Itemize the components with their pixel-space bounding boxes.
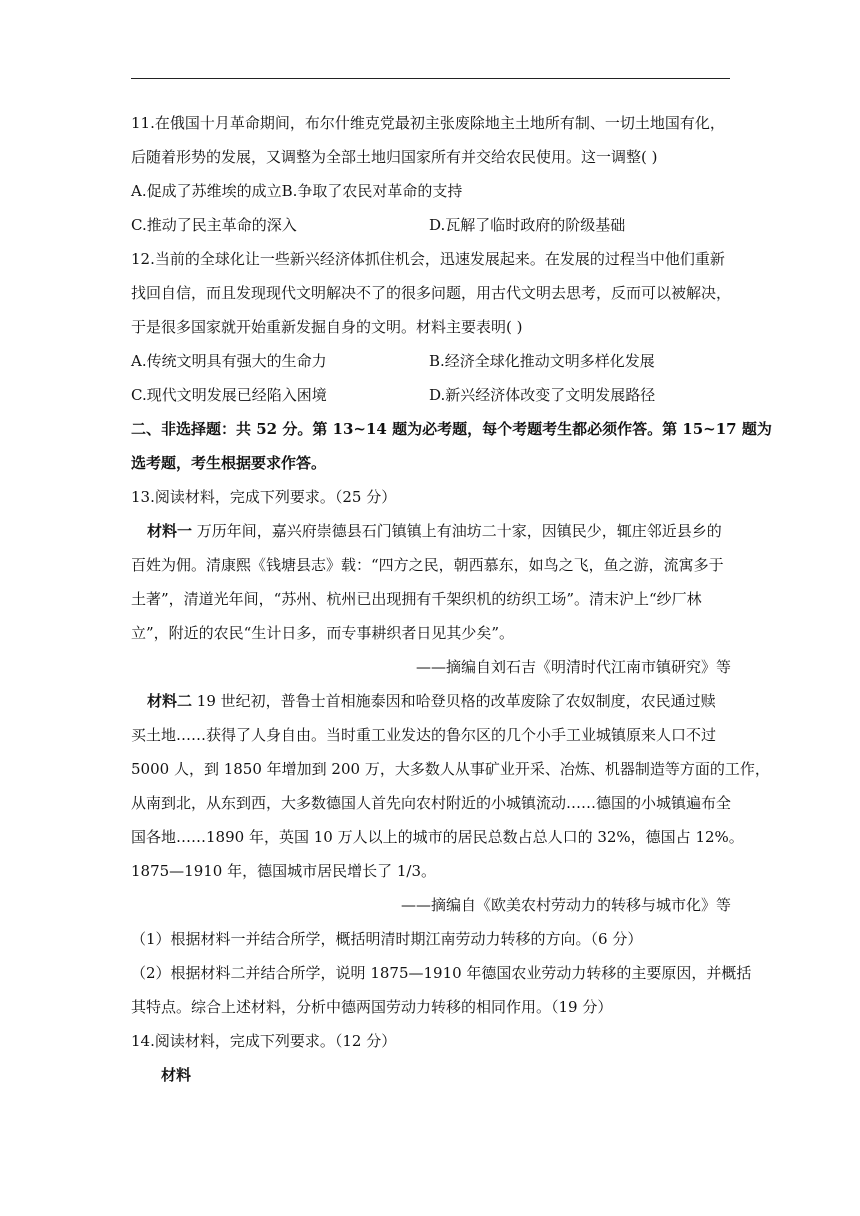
q13-m1-line-4: 立”，附近的农民“生计日多，而专事耕织者日见其少矣”。 bbox=[131, 624, 515, 642]
section-2-line-1: 二、非选择题：共 52 分。第 13~14 题为必考题，每个考题考生都必须作答。第 15~17 题为 bbox=[131, 420, 772, 438]
q14-heading: 14.阅读材料，完成下列要求。（12 分） bbox=[131, 1032, 397, 1050]
q11-option-a: A.促成了苏维埃的成立 bbox=[131, 182, 282, 200]
q13-m2-line-4: 从南到北，从东到西，大多数德国人首先向农村附近的小城镇流动……德国的小城镇遍布全 bbox=[131, 794, 732, 812]
q12-option-b: B.经济全球化推动文明多样化发展 bbox=[429, 352, 655, 370]
q13-m1-label: 材料一 bbox=[147, 522, 193, 540]
q13-m2-line-6: 1875—1910 年，德国城市居民增长了 1/3。 bbox=[131, 862, 437, 880]
q12-option-a: A.传统文明具有强大的生命力 bbox=[131, 352, 327, 370]
q11-stem-line-1: 11.在俄国十月革命期间，布尔什维克党最初主张废除地主土地所有制、一切土地国有化， bbox=[131, 114, 725, 132]
question-13 bbox=[131, 480, 770, 1024]
section-2-heading bbox=[131, 412, 772, 480]
q13-material-1 bbox=[131, 514, 731, 684]
q12-options-ab bbox=[131, 344, 731, 378]
q11-option-c: C.推动了民主革命的深入 bbox=[131, 216, 297, 234]
q13-m1-source: ——摘编自刘石吉《明清时代江南市镇研究》等 bbox=[415, 658, 731, 676]
q13-m1-line-2: 百姓为佣。清康熙《钱塘县志》载：“四方之民，朝西慕东，如鸟之飞，鱼之游，流寓多于 bbox=[131, 556, 724, 574]
q13-m1-line-3: 土著”，清道光年间，“苏州、杭州已出现拥有千架织机的纺织工场”。清末沪上“纱厂林 bbox=[131, 590, 702, 608]
q13-m2-label: 材料二 bbox=[147, 692, 193, 710]
exam-page-content bbox=[131, 106, 772, 1092]
q13-m2-line-2: 买土地……获得了人身自由。当时重工业发达的鲁尔区的几个小手工业城镇原来人口不过 bbox=[131, 726, 717, 744]
q12-stem-line-2: 找回自信，而且发现现代文明解决不了的很多问题，用古代文明去思考，反而可以被解决， bbox=[131, 284, 732, 302]
q13-material-2 bbox=[131, 684, 770, 922]
q12-stem-line-1: 12.当前的全球化让一些新兴经济体抓住机会，迅速发展起来。在发展的过程当中他们重新 bbox=[131, 250, 725, 268]
q13-subquestion-2-line-1: （2）根据材料二并结合所学，说明 1875—1910 年德国农业劳动力转移的主要原因，并概括 bbox=[131, 964, 752, 982]
q11-options-cd bbox=[131, 208, 731, 242]
q13-m2-line-5: 国各地……1890 年，英国 10 万人以上的城市的居民总数占总人口的 32%，德国占 12%。 bbox=[131, 828, 744, 846]
question-11 bbox=[131, 106, 731, 242]
q12-option-d: D.新兴经济体改变了文明发展路径 bbox=[429, 386, 656, 404]
q13-m2-line-1 bbox=[131, 684, 731, 718]
q13-heading: 13.阅读材料，完成下列要求。（25 分） bbox=[131, 488, 397, 506]
q13-m2-source: ——摘编自《欧美农村劳动力的转移与城市化》等 bbox=[400, 896, 731, 914]
q11-option-d: D.瓦解了临时政府的阶级基础 bbox=[429, 216, 626, 234]
q12-option-c: C.现代文明发展已经陷入困境 bbox=[131, 386, 327, 404]
q13-m2-line-3: 5000 人，到 1850 年增加到 200 万，大多数人从事矿业开采、冶炼、机器制造等方面的工作， bbox=[131, 760, 770, 778]
header-rule bbox=[131, 78, 730, 79]
q12-stem-line-3: 于是很多国家就开始重新发掘自身的文明。材料主要表明( ) bbox=[131, 318, 523, 336]
q14-material-label: 材料 bbox=[161, 1066, 192, 1084]
q11-option-b: B.争取了农民对革命的支持 bbox=[281, 182, 463, 200]
question-14 bbox=[131, 1024, 731, 1092]
q13-m2-text-1: 19 世纪初，普鲁士首相施泰因和哈登贝格的改革废除了农奴制度，农民通过赎 bbox=[192, 692, 716, 710]
q13-m1-text-1: 万历年间，嘉兴府崇德县石门镇镇上有油坊二十家，因镇民少，辄庄邻近县乡的 bbox=[192, 522, 722, 540]
section-2-line-2: 选考题，考生根据要求作答。 bbox=[131, 454, 327, 472]
q13-m1-line-1 bbox=[131, 514, 731, 548]
q11-stem-line-2: 后随着形势的发展，又调整为全部土地归国家所有并交给农民使用。这一调整( ) bbox=[131, 148, 658, 166]
q11-options-ab bbox=[131, 174, 731, 208]
q13-subquestion-1: （1）根据材料一并结合所学，概括明清时期江南劳动力转移的方向。（6 分） bbox=[131, 930, 643, 948]
question-12 bbox=[131, 242, 731, 412]
q12-options-cd bbox=[131, 378, 731, 412]
q13-subquestion-2-line-2: 其特点。综合上述材料，分析中德两国劳动力转移的相同作用。（19 分） bbox=[131, 998, 613, 1016]
